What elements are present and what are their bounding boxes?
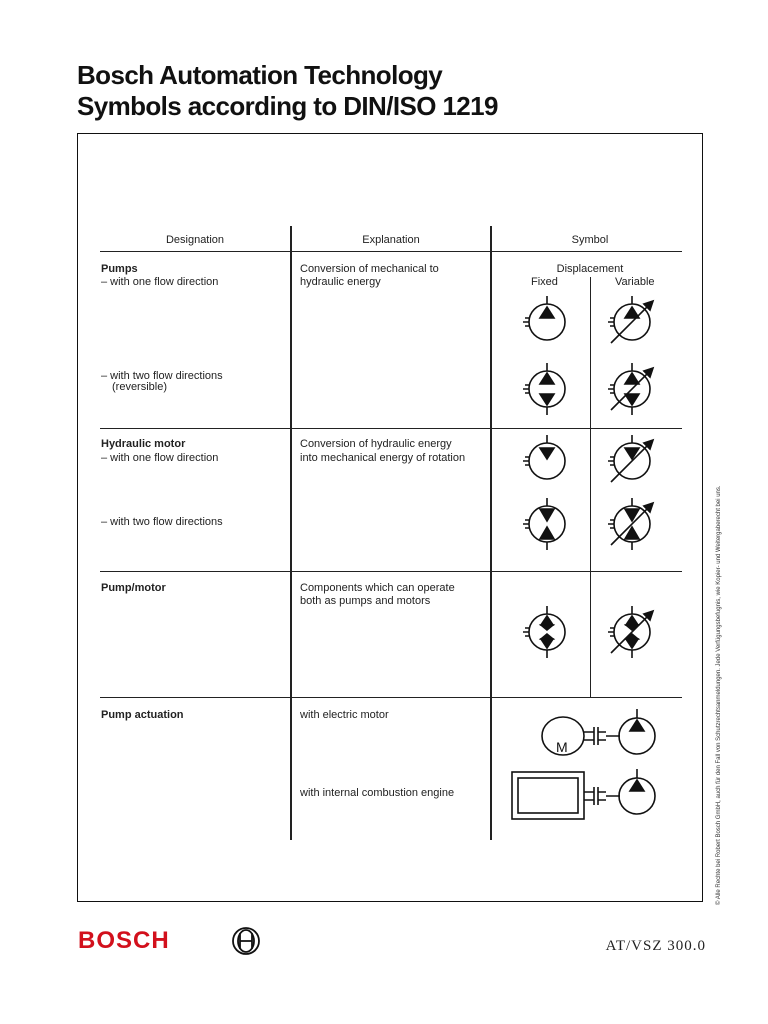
motor-explanation-1: Conversion of hydraulic energy [300, 438, 452, 450]
motor-one-direction: – with one flow direction [101, 452, 219, 464]
title-line-1: Bosch Automation Technology [77, 60, 443, 90]
pump-fixed-two-dir-icon [523, 363, 565, 415]
actuation-electric: with electric motor [300, 709, 389, 721]
title-line-2: Symbols according to DIN/ISO 1219 [77, 91, 498, 121]
pumps-explanation-2: hydraulic energy [300, 276, 381, 288]
pump-variable-one-dir-icon [608, 296, 652, 343]
motor-fixed-two-dir-icon [523, 498, 565, 550]
section-actuation-title: Pump actuation [101, 709, 184, 721]
section-motor-title: Hydraulic motor [101, 438, 186, 450]
motor-fixed-one-dir-icon [523, 435, 565, 479]
pump-fixed-one-dir-icon [523, 296, 565, 340]
pump-motor-explanation-1: Components which can operate [300, 582, 455, 594]
col-header-explanation: Explanation [362, 234, 420, 246]
section-pump-motor-title: Pump/motor [101, 582, 166, 594]
motor-letter: M [556, 739, 568, 755]
pump-variable-two-dir-icon [608, 363, 652, 415]
pumps-reversible: (reversible) [112, 381, 168, 393]
variable-label: Variable [615, 276, 655, 288]
col-header-designation: Designation [165, 234, 225, 246]
col-header-symbol: Symbol [571, 234, 609, 246]
pumps-two-directions: – with two flow directions [101, 370, 223, 382]
combustion-engine-icon [512, 772, 620, 819]
fixed-label: Fixed [531, 276, 558, 288]
pump-motor-explanation-2: both as pumps and motors [300, 595, 431, 607]
motor-two-directions: – with two flow directions [101, 516, 223, 528]
bosch-armature-icon [233, 928, 259, 954]
pump-motor-variable-icon [608, 606, 652, 658]
displacement-label: Displacement [556, 263, 624, 275]
motor-variable-two-dir-icon [608, 498, 652, 550]
section-pumps-title: Pumps [101, 263, 138, 275]
bosch-logo: BOSCH [78, 927, 170, 954]
pump-motor-fixed-icon [523, 606, 565, 658]
motor-explanation-2: into mechanical energy of rotation [300, 452, 466, 464]
pumps-one-direction: – with one flow direction [101, 276, 219, 288]
pumps-explanation-1: Conversion of mechanical to [300, 263, 439, 275]
copyright-note: © Alle Rechte bei Robert Bosch GmbH, auch für den Fall von Schutzrechtsanmeldungen. Jede Verfügungsbefugnis, wie Kopier- und Weitergaberecht bei uns. [716, 485, 722, 905]
electric-motor-icon [542, 717, 620, 755]
motor-variable-one-dir-icon [608, 435, 652, 482]
actuation-combustion: with internal combustion engine [300, 787, 455, 799]
driven-pump-icon-1 [619, 709, 655, 754]
driven-pump-icon-2 [619, 769, 655, 814]
document-code: AT/VSZ 300.0 [605, 938, 706, 954]
